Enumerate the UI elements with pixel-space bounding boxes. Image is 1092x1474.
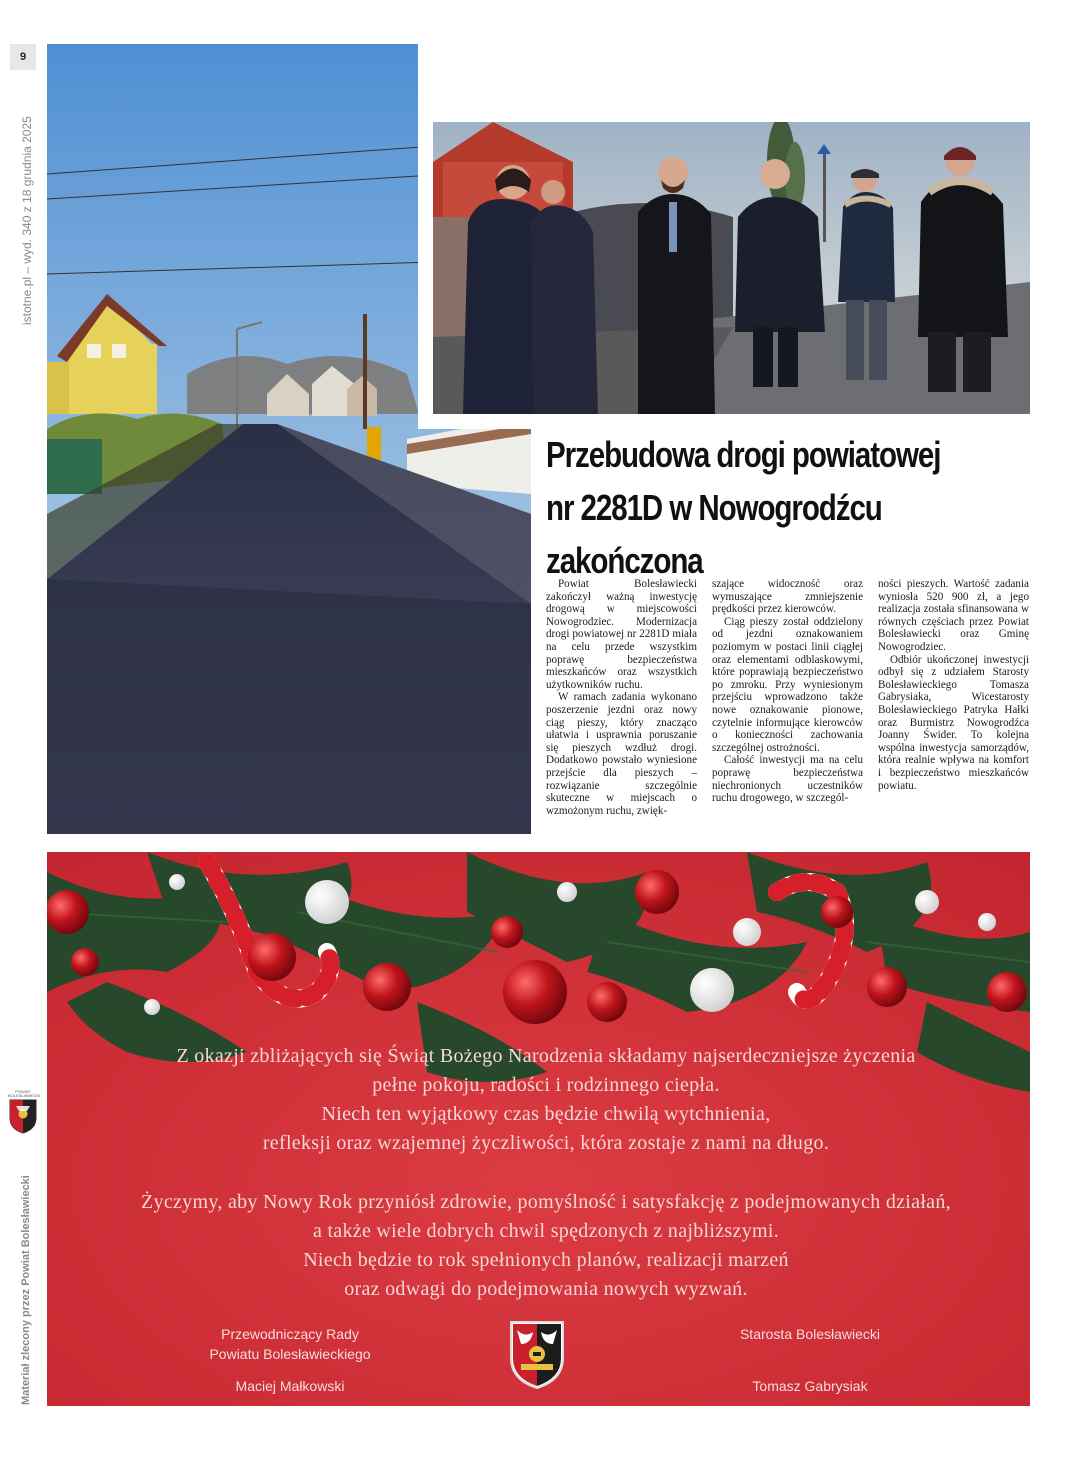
greeting-line: a także wiele dobrych chwil spędzonych z najbliższymi. <box>312 1220 780 1242</box>
paragraph: Całość inwestycji ma na celu poprawę bezpieczeństwa niechronionych uczestników ruchu drogowego, w szczegól- <box>712 754 863 805</box>
officials-photo <box>433 122 1030 414</box>
sponsor-note-vertical: Materiał zlecony przez Powiat Bolesławiecki <box>20 1175 32 1405</box>
paragraph: ności pieszych. Wartość zadania wyniosła 520 900 zł, a jego realizacja została sfinansowana w równych częściach przez Powiat Bolesławiecki oraz Gminę Nowogrodziec. <box>878 578 1029 653</box>
paragraph: Powiat Bolesławiecki zakończył ważną inwestycję drogową w miejscowości Nowogrodziec. Modernizacja drogi powiatowej nr 2281D miała na celu przede wszystkim poprawę bezpieczeństwa mieszkańców oraz wszystkich użytkowników ruchu. <box>546 578 697 691</box>
greeting-line: oraz odwagi do podejmowania nowych wyzwań. <box>344 1278 748 1300</box>
paragraph: szające widoczność oraz wymuszające zmniejszenie prędkości przez kierowców. <box>712 578 863 616</box>
paragraph: Odbiór ukończonej inwestycji odbył się z udziałem Starosty Bolesławieckiego Tomasza Gabrysiaka, Wicestarosty Bolesławieckiego Patryka Hałki oraz Burmistrz Nowogrodźca Joanny Świder. To kolejna wspólna inwestycja samorządów, która realnie wpływa na komfort i bezpieczeństwo mieszkańców powiatu. <box>878 653 1029 792</box>
greeting-line: refleksji oraz wzajemnej życzliwości, która zostaje z nami na długo. <box>262 1132 830 1154</box>
starosta-name: Tomasz Gabrysiak <box>752 1378 868 1394</box>
greeting-line: pełne pokoju, radości i rodzinnego ciepła. <box>372 1074 720 1096</box>
paragraph: W ramach zadania wykonano poszerzenie jezdni oraz nowy ciąg pieszy, który znacząco ułatwia i usprawnia poruszanie się pieszych wzdłuż drogi. Dodatkowo powstało wyniesione przejście dla pieszych – rozwiązanie szczególnie skuteczne w miejscach o wzmożonym ruchu, zwięk- <box>546 691 697 817</box>
starosta-title: Starosta Bolesławiecki <box>739 1326 881 1342</box>
article-column <box>712 578 863 817</box>
greeting-line: Życzymy, aby Nowy Rok przyniósł zdrowie, pomyślność i satysfakcję z podejmowanych działań, <box>141 1191 951 1213</box>
headline-line: Przebudowa drogi powiatowej <box>546 434 941 475</box>
issue-info-vertical: istotne.pl – wyd. 340 z 18 grudnia 2025 <box>20 116 34 325</box>
council-chairman-title: Przewodniczący Rady Powiatu Bolesławieckiego <box>209 1326 371 1362</box>
article-body <box>546 578 1030 817</box>
greeting-line: Niech ten wyjątkowy czas będzie chwilą wytchnienia, <box>321 1103 771 1125</box>
greeting-line: Z okazji zbliżających się Świąt Bożego Narodzenia składamy najserdeczniejsze życzenia <box>176 1045 916 1067</box>
greeting-text <box>0 1042 1092 1304</box>
side-logo-text: POWIAT BOLESŁAWIECKI <box>8 1089 41 1098</box>
article-headline <box>546 428 1036 587</box>
article-column <box>546 578 697 817</box>
paragraph: Ciąg pieszy został oddzielony od jezdni oznakowaniem poziomym w postaci linii ciągłej oraz elementami odblaskowymi, które poprawiają bezpieczeństwo po zmroku. Przy wyniesionym przejściu wprowadzono także nowe oznakowanie pionowe, czytelnie informujące kierowców o konieczności zachowania szczególnej ostrożności. <box>712 615 863 754</box>
headline-line: zakończona <box>546 540 703 581</box>
page-number: 9 <box>10 44 36 70</box>
greeting-line: Niech będzie to rok spełnionych planów, realizacji marzeń <box>303 1249 789 1271</box>
council-chairman-name: Maciej Małkowski <box>235 1378 345 1394</box>
headline-line: nr 2281D w Nowogrodźcu <box>546 487 882 528</box>
county-crest-icon <box>507 1318 567 1390</box>
article-column <box>878 578 1029 817</box>
